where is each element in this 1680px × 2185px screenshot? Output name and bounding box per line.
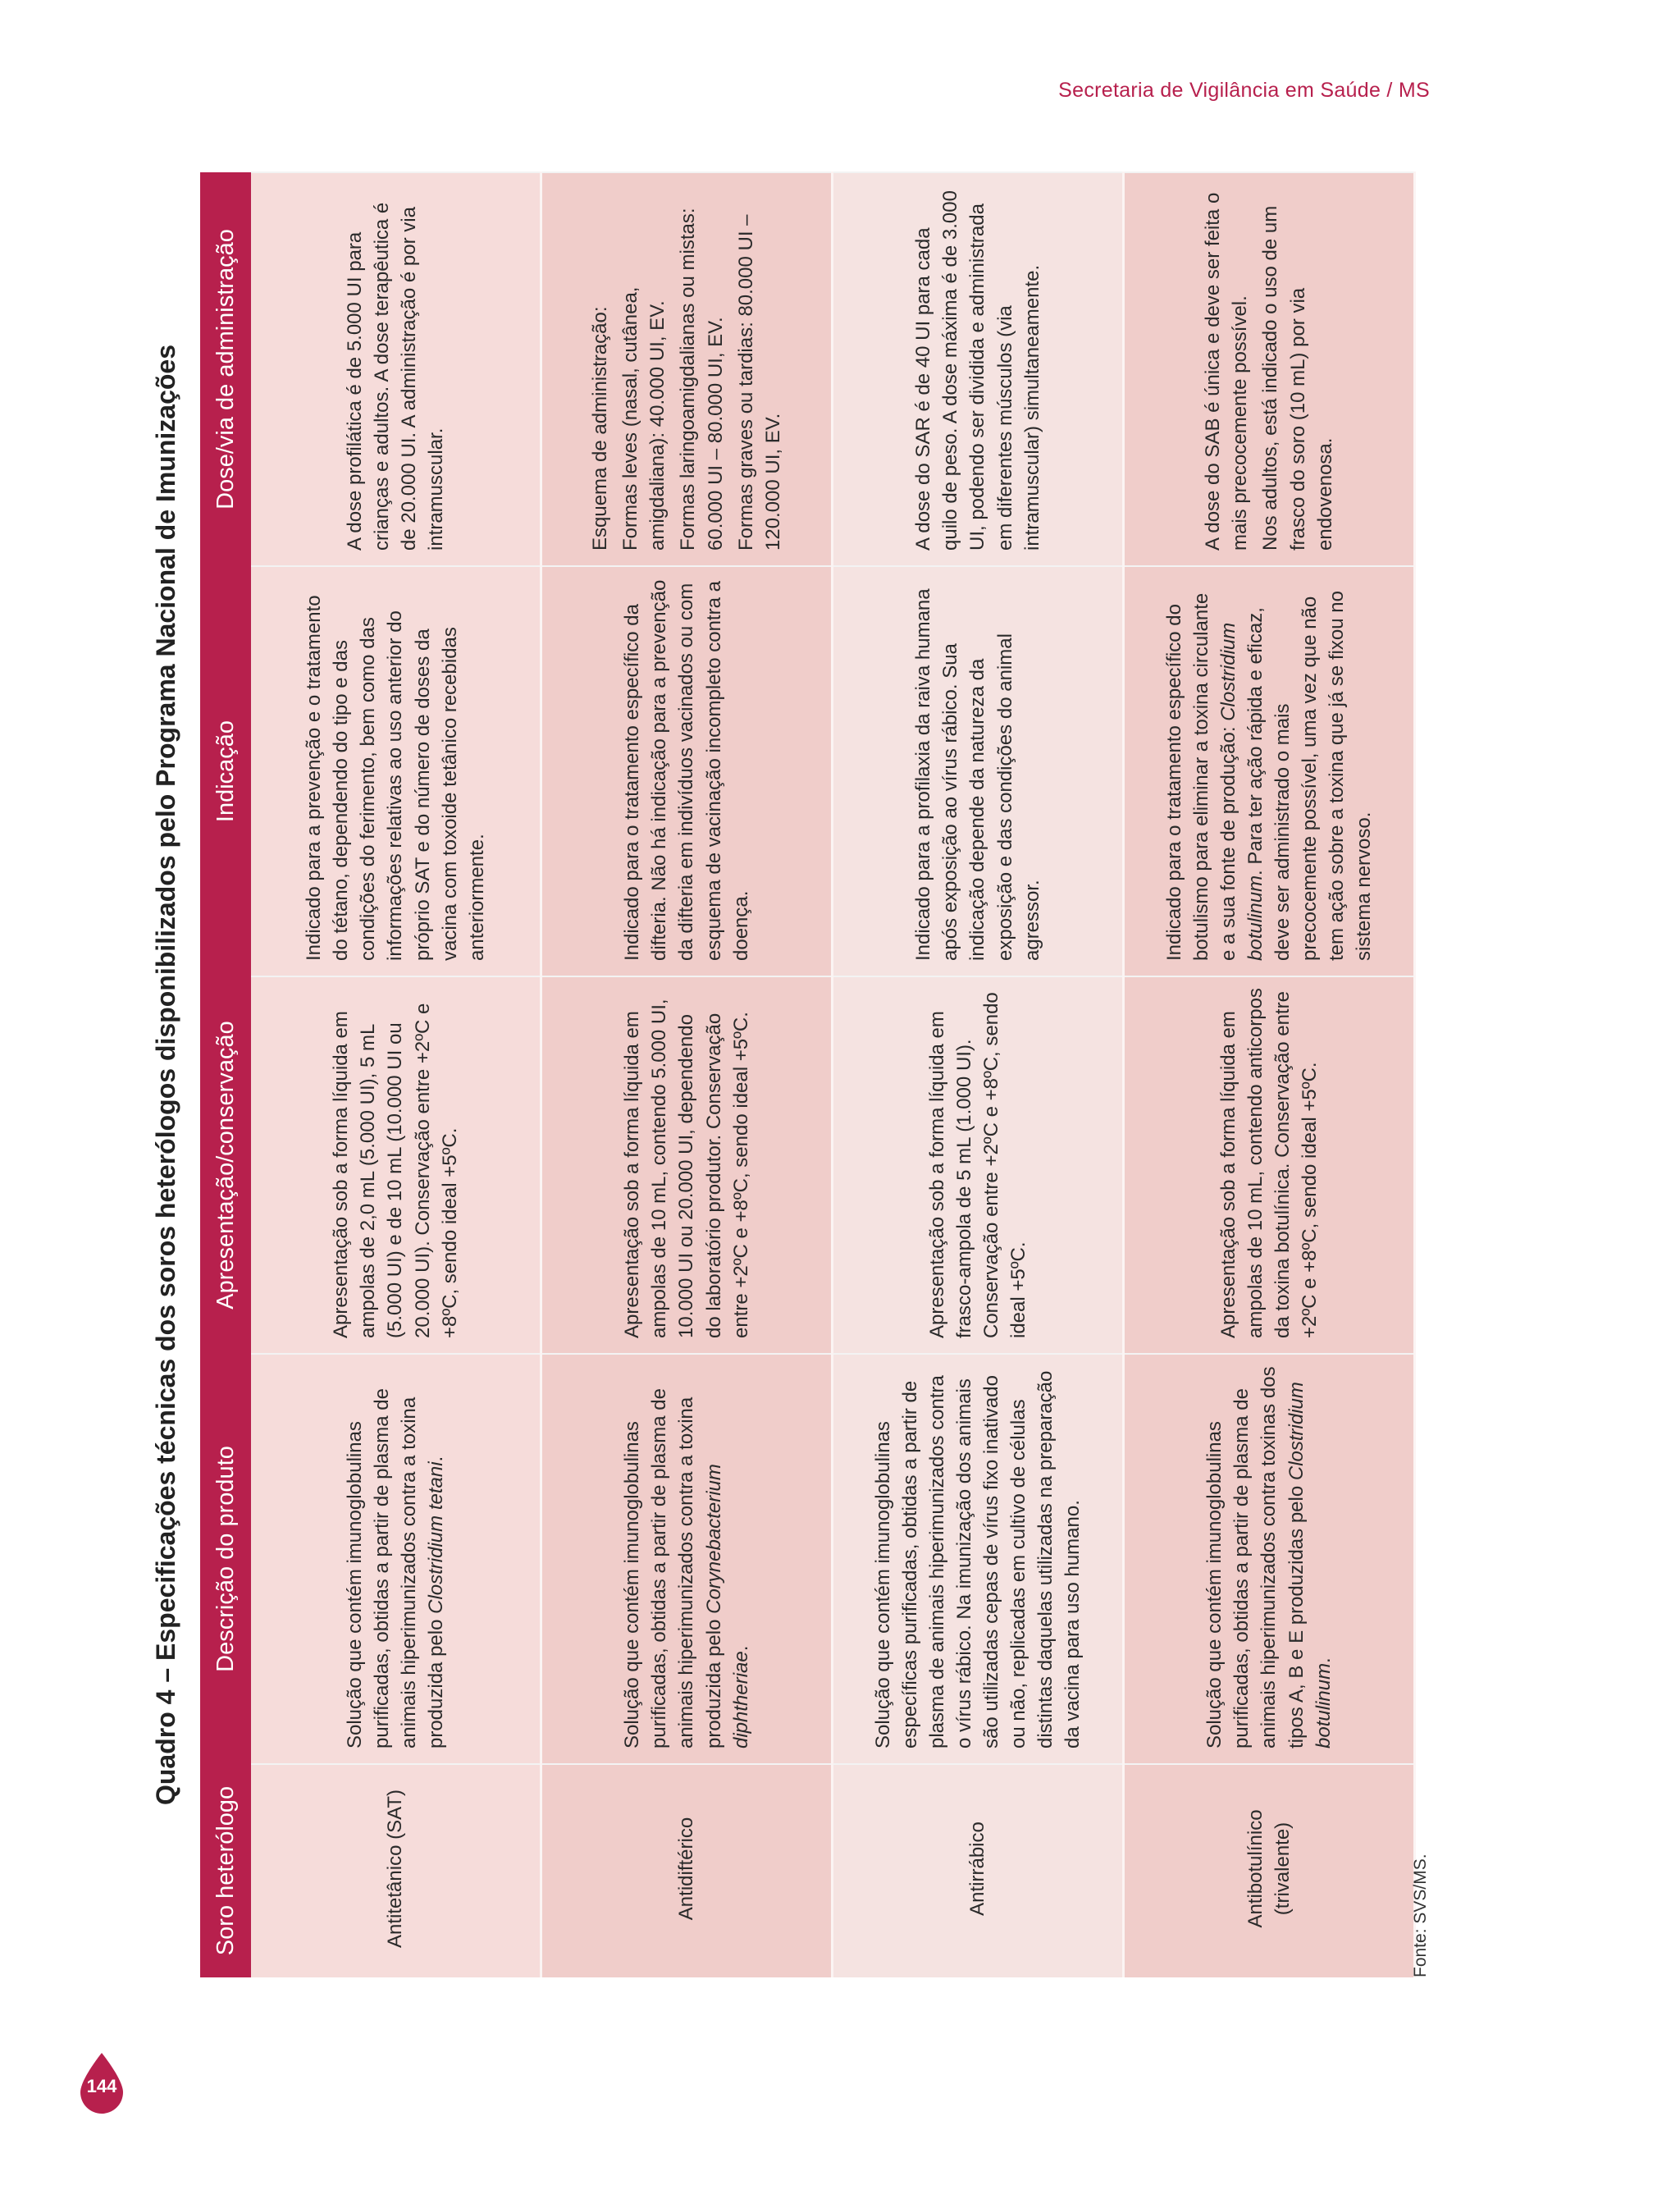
indication: Indicado para a profilaxia da raiva humana após exposição ao vírus rábico. Sua indicação depende da natureza da exposição e das condições do animal agressor. <box>833 566 1124 976</box>
presentation: Apresentação sob a forma líquida em ampolas de 2,0 mL (5.000 UI), 5 mL (5.000 UI) e de 10 mL (10.000 UI ou 20.000 UI). Conservação entre +2ºC e +8ºC, sendo ideal +5ºC. <box>251 976 541 1354</box>
table-caption: Quadro 4 – Especificações técnicas dos soros heterólogos disponibilizados pelo Programa Nacional de Imunizações <box>151 344 180 1806</box>
serum-name: Antirrábico <box>833 1764 1124 1977</box>
serum-specifications-table <box>200 171 1416 1977</box>
dose: Esquema de administração: Formas leves (nasal, cutânea, amigdaliana): 40.000 UI, EV. Formas laringoamigdalianas ou mistas: 60.000 UI – 80.000 UI, EV. Formas graves ou tardias: 80.000 UI – 120.000 UI, EV. <box>541 172 833 566</box>
page-number: 144 <box>86 2076 117 2096</box>
indication: Indicado para o tratamento específico da difteria. Não há indicação para a prevenção da difteria em indivíduos vacinados ou com esquema de vacinação incompleto contra a doença. <box>541 566 833 976</box>
table-row <box>251 172 541 1977</box>
indication: Indicado para o tratamento específico do botulismo para eliminar a toxina circulante e a sua fonte de produção: Clostridium botulinum. Para ter ação rápida e eficaz, deve ser administrado o mais precocemente possível, uma vez que não tem ação sobre a toxina que já se fixou no sistema nervoso. <box>1124 566 1415 976</box>
column-header: Apresentação/conservação <box>200 976 251 1354</box>
dose: A dose do SAB é única e deve ser feita o mais precocemente possível. Nos adultos, está indicado o uso de um frasco do soro (10 mL) por via endovenosa. <box>1124 172 1415 566</box>
column-header: Descrição do produto <box>200 1354 251 1764</box>
table-header-row <box>200 172 251 1977</box>
source-note: Fonte: SVS/MS. <box>1411 1854 1430 1977</box>
table-row <box>1124 172 1415 1977</box>
rotated-table-block <box>131 172 1464 1977</box>
table-row <box>541 172 833 1977</box>
product-description: Solução que contém imunoglobulinas específicas purificadas, obtidas a partir de plasma de animais hiperimunizados contra o vírus rábico. Na imunização dos animais são utilizadas cepas de vírus fixo inativado ou não, replicadas em cultivo de células distintas daquelas utilizadas na preparação da vacina para uso humano. <box>833 1354 1124 1764</box>
presentation: Apresentação sob a forma líquida em ampolas de 10 mL, contendo anticorpos da toxina botulínica. Conservação entre +2ºC e +8ºC, sendo ideal +5ºC. <box>1124 976 1415 1354</box>
product-description: Solução que contém imunoglobulinas purificadas, obtidas a partir de plasma de animais hiperimunizados contra a toxina produzida pelo Clostridium tetani. <box>251 1354 541 1764</box>
indication: Indicado para a prevenção e o tratamento do tétano, dependendo do tipo e das condições do ferimento, bem como das informações relativas ao uso anterior do próprio SAT e do número de doses da vacina com toxoide tetânico recebidas anteriormente. <box>251 566 541 976</box>
dose: A dose do SAR é de 40 UI para cada quilo de peso. A dose máxima é de 3.000 UI, podendo ser dividida e administrada em diferentes músculos (via intramuscular) simultaneamente. <box>833 172 1124 566</box>
product-description: Solução que contém imunoglobulinas purificadas, obtidas a partir de plasma de animais hiperimunizados contra a toxina produzida pelo Corynebacterium diphtheriae. <box>541 1354 833 1764</box>
running-header: Secretaria de Vigilância em Saúde / MS <box>1058 79 1430 102</box>
table-row <box>833 172 1124 1977</box>
serum-name: Antitetânico (SAT) <box>251 1764 541 1977</box>
serum-name: Antidiftérico <box>541 1764 833 1977</box>
product-description: Solução que contém imunoglobulinas purificadas, obtidas a partir de plasma de animais hiperimunizados contra toxinas dos tipos A, B e E produzidas pelo Clostridium botulinum. <box>1124 1354 1415 1764</box>
column-header: Soro heterólogo <box>200 1764 251 1977</box>
column-header: Dose/via de administração <box>200 172 251 566</box>
column-header: Indicação <box>200 566 251 976</box>
dose: A dose profilática é de 5.000 UI para crianças e adultos. A dose terapêutica é de 20.000 UI. A administração é por via intramuscular. <box>251 172 541 566</box>
presentation: Apresentação sob a forma líquida em ampolas de 10 mL, contendo 5.000 UI, 10.000 UI ou 20.000 UI, dependendo do laboratório produtor. Conservação entre +2ºC e +8ºC, sendo ideal +5ºC. <box>541 976 833 1354</box>
serum-name: Antibotulínico (trivalente) <box>1124 1764 1415 1977</box>
presentation: Apresentação sob a forma líquida em frasco-ampola de 5 mL (1.000 UI). Conservação entre +2ºC e +8ºC, sendo ideal +5ºC. <box>833 976 1124 1354</box>
